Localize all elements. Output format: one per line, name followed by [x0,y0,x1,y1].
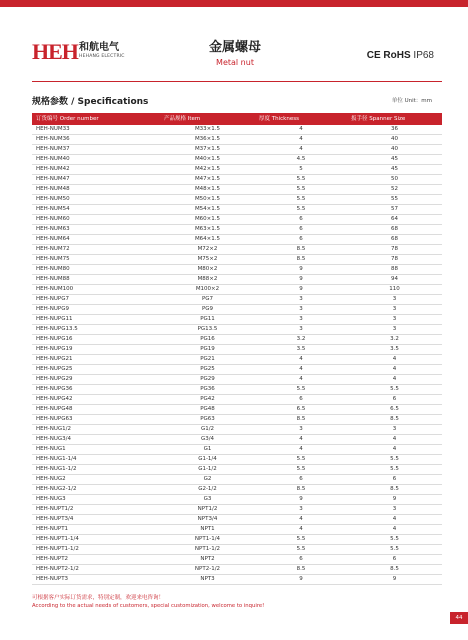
cell-item: M42×1.5 [160,165,255,175]
cell-order-number: HEH-NUM50 [32,195,160,205]
cell-thickness: 5.5 [255,465,347,475]
cell-thickness: 8.5 [255,255,347,265]
cell-item: PG36 [160,385,255,395]
cell-spanner-size: 4 [347,515,442,525]
cell-spanner-size: 40 [347,135,442,145]
cell-thickness: 9 [255,275,347,285]
cell-spanner-size: 4 [347,445,442,455]
cell-order-number: HEH-NUPG13.5 [32,325,160,335]
cell-spanner-size: 3 [347,505,442,515]
cell-item: M88×2 [160,275,255,285]
table-row [32,215,442,225]
table-row [32,195,442,205]
page-number: 44 [450,612,468,624]
cell-thickness: 5.5 [255,185,347,195]
table-row [32,395,442,405]
certification-marks [367,50,434,61]
cell-thickness: 5.5 [255,545,347,555]
table-row [32,425,442,435]
table-row [32,315,442,325]
table-row [32,125,442,135]
cell-thickness: 5.5 [255,455,347,465]
table-row [32,535,442,545]
cell-order-number: HEH-NUM40 [32,155,160,165]
unit-label: 单位 Unit：mm [391,98,432,104]
cell-spanner-size: 4 [347,525,442,535]
cell-item: PG25 [160,365,255,375]
table-row [32,155,442,165]
cell-thickness: 3.2 [255,335,347,345]
cell-order-number: HEH-NUPT1-1/4 [32,535,160,545]
cell-thickness: 3 [255,325,347,335]
cell-item: G1-1/2 [160,465,255,475]
table-row [32,445,442,455]
table-row [32,145,442,155]
section-title: 规格参数 / Specifications [32,97,149,107]
cell-item: M75×2 [160,255,255,265]
brand-name-cn: 和航电气 [79,42,119,53]
table-row [32,135,442,145]
cell-item: PG11 [160,315,255,325]
cell-thickness: 5.5 [255,175,347,185]
cell-spanner-size: 64 [347,215,442,225]
product-title-en: Metal nut [216,58,254,67]
cell-order-number: HEH-NUPT3/4 [32,515,160,525]
cell-order-number: HEH-NUM63 [32,225,160,235]
cell-item: NPT1-1/4 [160,535,255,545]
cell-spanner-size: 40 [347,145,442,155]
table-row [32,405,442,415]
cell-spanner-size: 36 [347,125,442,135]
cell-spanner-size: 55 [347,195,442,205]
cell-item: NPT3 [160,575,255,585]
table-row [32,165,442,175]
cell-item: M100×2 [160,285,255,295]
table-row [32,285,442,295]
cell-item: G1/2 [160,425,255,435]
cell-item: NPT1/2 [160,505,255,515]
cell-item: PG48 [160,405,255,415]
cell-thickness: 3 [255,315,347,325]
cell-spanner-size: 6 [347,555,442,565]
cell-order-number: HEH-NUPG21 [32,355,160,365]
cell-order-number: HEH-NUPG42 [32,395,160,405]
cell-thickness: 4 [255,435,347,445]
cell-order-number: HEH-NUPT1-1/2 [32,545,160,555]
brand-name-en: HEHANG ELECTRIC [79,54,125,59]
table-row [32,475,442,485]
table-row [32,175,442,185]
header-spanner-size: 扳手径 Spanner Size [347,113,442,125]
cell-thickness: 4 [255,145,347,155]
cell-order-number: HEH-NUG2-1/2 [32,485,160,495]
table-row [32,355,442,365]
cell-item: M54×1.5 [160,205,255,215]
cell-item: G1 [160,445,255,455]
cell-thickness: 9 [255,495,347,505]
ip-rating: IP68 [413,50,434,61]
cell-item: G3/4 [160,435,255,445]
cell-item: PG29 [160,375,255,385]
cell-spanner-size: 3 [347,305,442,315]
cell-spanner-size: 5.5 [347,535,442,545]
cell-item: M60×1.5 [160,215,255,225]
table-row [32,385,442,395]
cell-spanner-size: 68 [347,225,442,235]
table-row [32,305,442,315]
cell-item: M47×1.5 [160,175,255,185]
cell-thickness: 4 [255,355,347,365]
cell-spanner-size: 5.5 [347,385,442,395]
table-row [32,435,442,445]
cell-order-number: HEH-NUPT2-1/2 [32,565,160,575]
cell-order-number: HEH-NUPT1 [32,525,160,535]
table-row [32,345,442,355]
cell-item: M50×1.5 [160,195,255,205]
cell-item: G1-1/4 [160,455,255,465]
cell-order-number: HEH-NUM47 [32,175,160,185]
cell-thickness: 4 [255,135,347,145]
ce-rohs-label: CE RoHS [366,50,411,61]
cell-thickness: 3 [255,295,347,305]
cell-spanner-size: 78 [347,255,442,265]
cell-order-number: HEH-NUPG29 [32,375,160,385]
table-row [32,205,442,215]
note-en: According to the actual needs of customers, special customization, welcome to inquire! [32,603,265,609]
cell-thickness: 5.5 [255,195,347,205]
cell-spanner-size: 9 [347,495,442,505]
top-accent-bar [0,0,468,7]
cell-spanner-size: 52 [347,185,442,195]
cell-spanner-size: 5.5 [347,545,442,555]
table-row [32,235,442,245]
cell-spanner-size: 3 [347,315,442,325]
product-title-cn: 金属螺母 [208,40,261,55]
cell-order-number: HEH-NUM75 [32,255,160,265]
cell-order-number: HEH-NUG3 [32,495,160,505]
cell-item: M80×2 [160,265,255,275]
cell-spanner-size: 9 [347,575,442,585]
cell-order-number: HEH-NUPG63 [32,415,160,425]
cell-item: M48×1.5 [160,185,255,195]
cell-order-number: HEH-NUG2 [32,475,160,485]
table-row [32,415,442,425]
cell-thickness: 3 [255,425,347,435]
cell-spanner-size: 78 [347,245,442,255]
cell-spanner-size: 6 [347,475,442,485]
cell-order-number: HEH-NUPG11 [32,315,160,325]
cell-order-number: HEH-NUM80 [32,265,160,275]
cell-thickness: 5.5 [255,535,347,545]
cell-item: NPT2 [160,555,255,565]
cell-item: M64×1.5 [160,235,255,245]
table-row [32,495,442,505]
header-order-number: 订货编号 Order number [32,113,160,125]
cell-spanner-size: 6 [347,395,442,405]
table-row [32,565,442,575]
cell-thickness: 5.5 [255,385,347,395]
cell-thickness: 6 [255,215,347,225]
cell-item: M36×1.5 [160,135,255,145]
cell-item: NPT1-1/2 [160,545,255,555]
cell-spanner-size: 8.5 [347,565,442,575]
cell-order-number: HEH-NUM60 [32,215,160,225]
cell-order-number: HEH-NUM64 [32,235,160,245]
table-row [32,185,442,195]
table-row [32,325,442,335]
cell-spanner-size: 94 [347,275,442,285]
cell-thickness: 9 [255,265,347,275]
cell-spanner-size: 4 [347,435,442,445]
cell-thickness: 3.5 [255,345,347,355]
cell-spanner-size: 88 [347,265,442,275]
cell-order-number: HEH-NUM42 [32,165,160,175]
product-title [180,40,290,68]
cell-item: G2-1/2 [160,485,255,495]
cell-thickness: 9 [255,575,347,585]
cell-item: PG7 [160,295,255,305]
cell-thickness: 3 [255,305,347,315]
cell-thickness: 3 [255,505,347,515]
note-cn: 可根据客户实际订货需求，特别定制，欢迎来电咨询！ [32,595,165,601]
cell-thickness: 6 [255,395,347,405]
table-row [32,545,442,555]
cell-order-number: HEH-NUPG16 [32,335,160,345]
cell-spanner-size: 110 [347,285,442,295]
table-header-row [32,113,442,125]
cell-thickness: 4 [255,515,347,525]
cell-spanner-size: 5.5 [347,465,442,475]
cell-order-number: HEH-NUPG19 [32,345,160,355]
cell-item: M63×1.5 [160,225,255,235]
spec-table [32,113,442,585]
cell-item: M72×2 [160,245,255,255]
cell-spanner-size: 45 [347,165,442,175]
cell-item: NPT2-1/2 [160,565,255,575]
table-row [32,375,442,385]
cell-order-number: HEH-NUPG7 [32,295,160,305]
table-row [32,455,442,465]
cell-order-number: HEH-NUPT3 [32,575,160,585]
cell-thickness: 8.5 [255,485,347,495]
cell-thickness: 8.5 [255,245,347,255]
cell-order-number: HEH-NUM72 [32,245,160,255]
cell-spanner-size: 50 [347,175,442,185]
cell-item: G3 [160,495,255,505]
cell-thickness: 4 [255,125,347,135]
cell-item: NPT1 [160,525,255,535]
table-row [32,515,442,525]
cell-order-number: HEH-NUG1-1/4 [32,455,160,465]
cell-spanner-size: 45 [347,155,442,165]
customization-note [32,594,432,610]
cell-spanner-size: 3 [347,325,442,335]
cell-thickness: 4 [255,445,347,455]
table-row [32,265,442,275]
cell-order-number: HEH-NUM36 [32,135,160,145]
table-row [32,295,442,305]
cell-spanner-size: 3.2 [347,335,442,345]
cell-item: PG42 [160,395,255,405]
cell-thickness: 4.5 [255,155,347,165]
cell-thickness: 4 [255,525,347,535]
cell-thickness: 6.5 [255,405,347,415]
cell-order-number: HEH-NUM54 [32,205,160,215]
cell-order-number: HEH-NUG1 [32,445,160,455]
cell-thickness: 9 [255,285,347,295]
cell-thickness: 6 [255,235,347,245]
cell-thickness: 5.5 [255,205,347,215]
table-row [32,225,442,235]
cell-order-number: HEH-NUPT1/2 [32,505,160,515]
cell-thickness: 6 [255,225,347,235]
table-row [32,555,442,565]
table-row [32,465,442,475]
cell-order-number: HEH-NUPG36 [32,385,160,395]
cell-order-number: HEH-NUM48 [32,185,160,195]
cell-thickness: 5 [255,165,347,175]
cell-spanner-size: 68 [347,235,442,245]
cell-item: M40×1.5 [160,155,255,165]
table-row [32,575,442,585]
cell-item: M37×1.5 [160,145,255,155]
cell-thickness: 6 [255,555,347,565]
brand-logo [32,40,142,64]
cell-item: PG16 [160,335,255,345]
cell-order-number: HEH-NUG1-1/2 [32,465,160,475]
cell-order-number: HEH-NUM37 [32,145,160,155]
table-row [32,525,442,535]
cell-order-number: HEH-NUPG9 [32,305,160,315]
cell-order-number: HEH-NUPG48 [32,405,160,415]
table-row [32,365,442,375]
table-row [32,335,442,345]
table-row [32,485,442,495]
header-thickness: 厚度 Thickness [255,113,347,125]
cell-spanner-size: 8.5 [347,485,442,495]
cell-thickness: 6 [255,475,347,485]
cell-order-number: HEH-NUM100 [32,285,160,295]
cell-spanner-size: 3.5 [347,345,442,355]
cell-spanner-size: 6.5 [347,405,442,415]
cell-order-number: HEH-NUM33 [32,125,160,135]
cell-spanner-size: 4 [347,355,442,365]
cell-order-number: HEH-NUM88 [32,275,160,285]
cell-spanner-size: 5.5 [347,455,442,465]
table-row [32,505,442,515]
cell-order-number: HEH-NUPT2 [32,555,160,565]
table-row [32,255,442,265]
cell-spanner-size: 4 [347,375,442,385]
cell-item: G2 [160,475,255,485]
cell-thickness: 8.5 [255,565,347,575]
cell-item: PG63 [160,415,255,425]
cell-spanner-size: 3 [347,425,442,435]
table-row [32,245,442,255]
cell-spanner-size: 3 [347,295,442,305]
cell-item: PG19 [160,345,255,355]
cell-thickness: 4 [255,375,347,385]
cell-item: PG9 [160,305,255,315]
cell-order-number: HEH-NUG1/2 [32,425,160,435]
cell-spanner-size: 4 [347,365,442,375]
cell-order-number: HEH-NUG3/4 [32,435,160,445]
cell-spanner-size: 8.5 [347,415,442,425]
cell-item: M33×1.5 [160,125,255,135]
cell-item: NPT3/4 [160,515,255,525]
cell-thickness: 4 [255,365,347,375]
brand-mark: HEH [32,39,78,64]
cell-item: PG13.5 [160,325,255,335]
header-divider [32,81,442,82]
cell-thickness: 8.5 [255,415,347,425]
cell-order-number: HEH-NUPG25 [32,365,160,375]
table-row [32,275,442,285]
header-item: 产品规格 Item [160,113,255,125]
cell-spanner-size: 57 [347,205,442,215]
cell-item: PG21 [160,355,255,365]
